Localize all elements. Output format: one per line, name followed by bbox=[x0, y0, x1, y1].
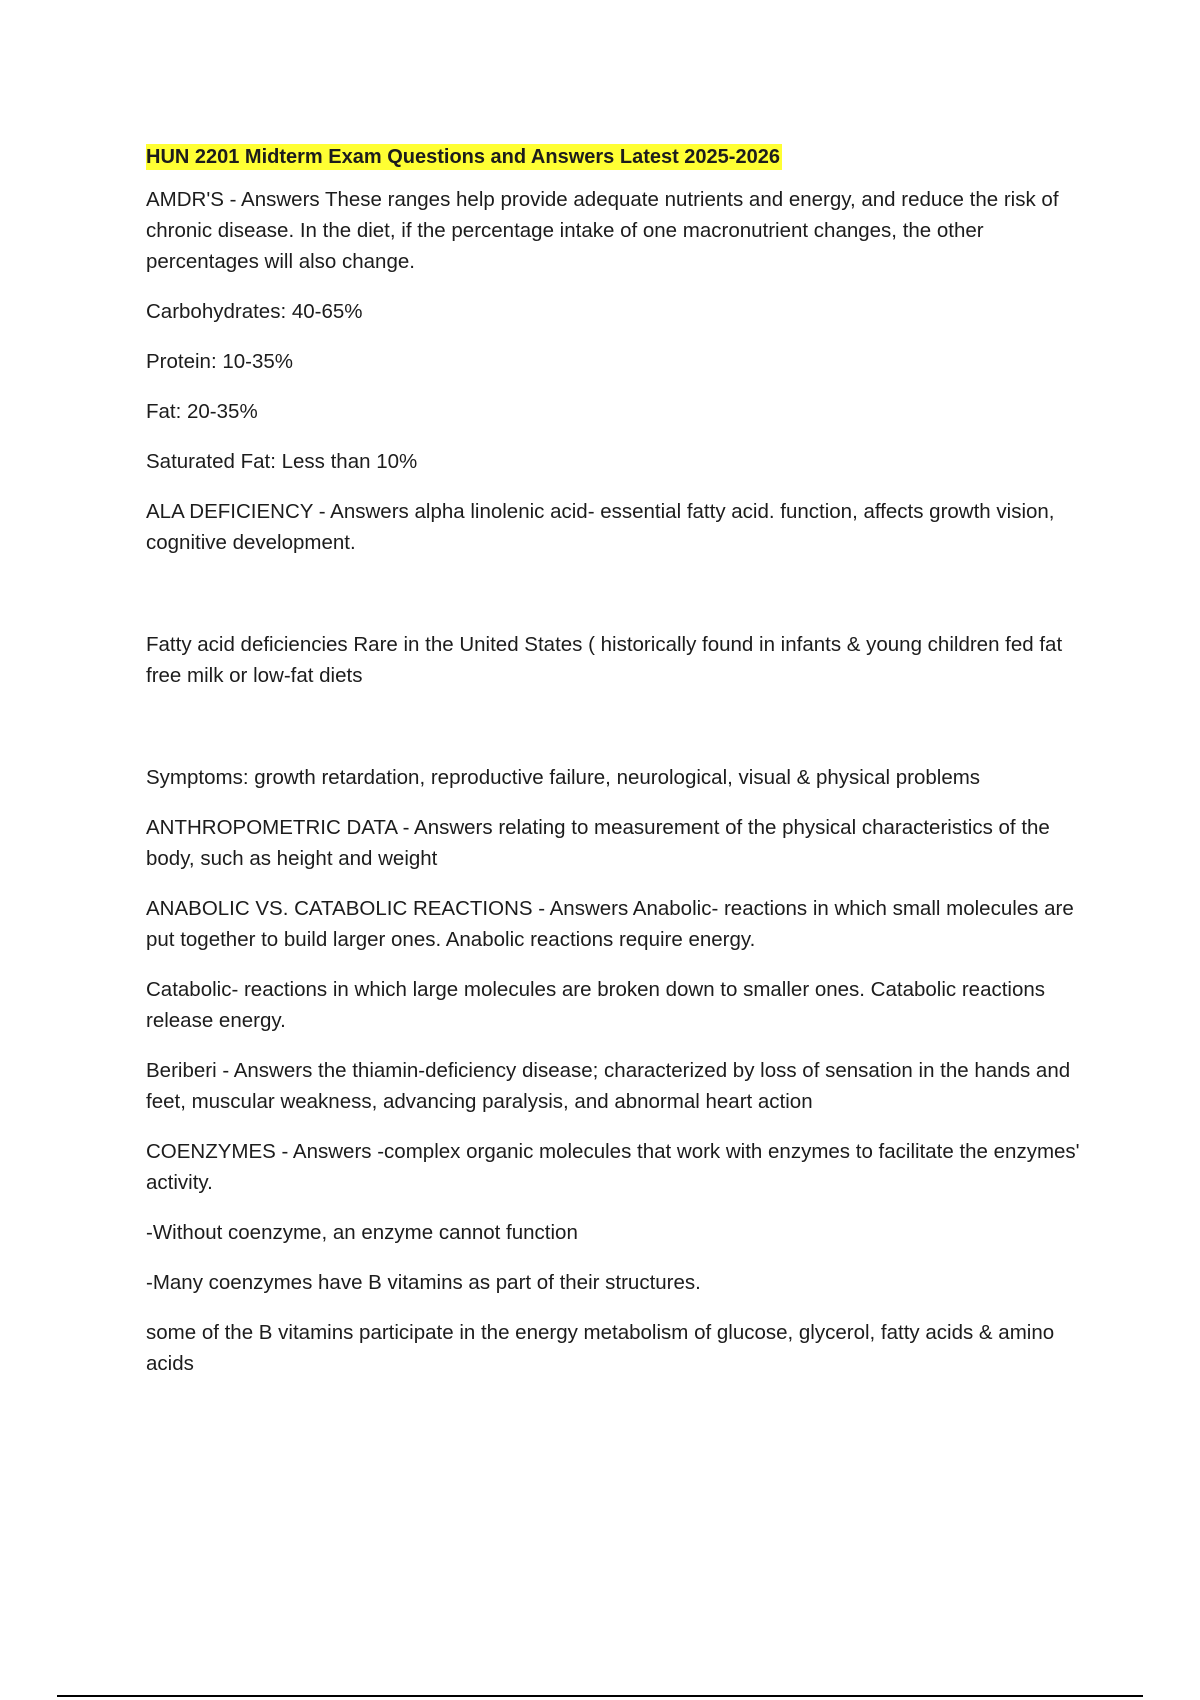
blank-space bbox=[146, 577, 1098, 629]
paragraph-coenzymes: COENZYMES - Answers -complex organic molecules that work with enzymes to facilitate the enzymes' activity. bbox=[146, 1140, 1080, 1194]
paragraph-carbohydrates: Carbohydrates: 40-65% bbox=[146, 300, 363, 323]
paragraph-anabolic-catabolic: ANABOLIC VS. CATABOLIC REACTIONS - Answers Anabolic- reactions in which small molecules are put together to build larger ones. Anabolic reactions require energy. bbox=[146, 897, 1074, 951]
paragraph-without-coenzyme: -Without coenzyme, an enzyme cannot function bbox=[146, 1221, 578, 1244]
document-body bbox=[146, 144, 1098, 1398]
paragraph-many-coenzymes: -Many coenzymes have B vitamins as part of their structures. bbox=[146, 1271, 701, 1294]
paragraph-anthropometric-data: ANTHROPOMETRIC DATA - Answers relating to measurement of the physical characteristics of the body, such as height and weight bbox=[146, 816, 1050, 870]
paragraph-fat: Fat: 20-35% bbox=[146, 400, 258, 423]
footer-rule bbox=[57, 1695, 1143, 1697]
paragraph-ala-deficiency: ALA DEFICIENCY - Answers alpha linolenic acid- essential fatty acid. function, affects growth vision, cognitive development. bbox=[146, 500, 1055, 554]
paragraph-amdrs: AMDR'S - Answers These ranges help provide adequate nutrients and energy, and reduce the risk of chronic disease. In the diet, if the percentage intake of one macronutrient changes, the other percentages will also change. bbox=[146, 188, 1059, 273]
paragraph-symptoms: Symptoms: growth retardation, reproductive failure, neurological, visual & physical problems bbox=[146, 766, 981, 789]
paragraph-protein: Protein: 10-35% bbox=[146, 350, 294, 373]
document-title: HUN 2201 Midterm Exam Questions and Answers Latest 2025-2026 bbox=[146, 146, 780, 168]
paragraph-saturated-fat: Saturated Fat: Less than 10% bbox=[146, 450, 418, 473]
paragraph-beriberi: Beriberi - Answers the thiamin-deficiency disease; characterized by loss of sensation in the hands and feet, muscular weakness, advancing paralysis, and abnormal heart action bbox=[146, 1059, 1071, 1113]
paragraph-b-vitamins: some of the B vitamins participate in the energy metabolism of glucose, glycerol, fatty acids & amino acids bbox=[146, 1321, 1055, 1375]
blank-space bbox=[146, 710, 1098, 762]
paragraph-catabolic: Catabolic- reactions in which large molecules are broken down to smaller ones. Catabolic reactions release energy. bbox=[146, 978, 1046, 1032]
paragraph-fatty-acid-deficiencies: Fatty acid deficiencies Rare in the United States ( historically found in infants & young children fed fat free milk or low-fat diets bbox=[146, 633, 1063, 687]
